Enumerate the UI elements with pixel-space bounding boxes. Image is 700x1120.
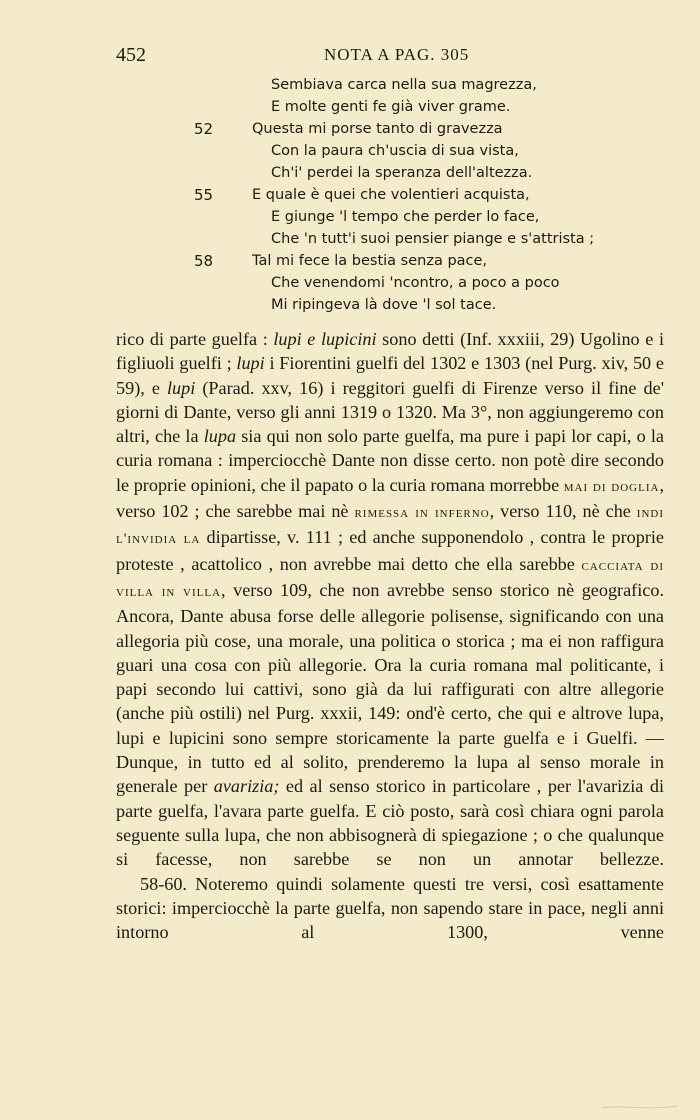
commentary-text [116,327,664,944]
smudge-mark [600,1102,680,1112]
verse-line: Sembiava carca nella sua magrezza, [271,77,537,93]
verse-number: 55 [194,186,214,204]
verse-line: Con la paura ch'uscia di sua vista, [271,143,519,159]
verse-line: Che 'n tutt'i suoi pensier piange e s'attrista ; [271,231,595,247]
verse-line: Tal mi fece la bestia senza pace, [252,253,488,269]
verse-line: E quale è quei che volentieri acquista, [252,187,530,203]
commentary-paragraph: 58-60. Noteremo quindi solamente questi tre versi, così esattamente storici: imperciocchè la parte guelfa, non sapendo stare in pace, negli anni intorno al 1300, venne [116,873,664,943]
verse-line: E molte genti fe già viver grame. [271,99,511,115]
verse-line: Che venendomi 'ncontro, a poco a poco [271,275,560,291]
verse-number: 58 [194,252,214,270]
verse-line: Questa mi porse tanto di gravezza [252,121,503,137]
page-header [116,44,664,72]
verse-line: Ch'i' perdei la speranza dell'altezza. [271,165,533,181]
page-number: 452 [116,44,146,66]
running-title: NOTA A PAG. 305 [324,45,470,64]
verse-line: Mi ripingeva là dove 'l sol tace. [271,297,497,313]
verse-line: E giunge 'l tempo che perder lo face, [271,209,540,225]
commentary-paragraph: rico di parte guelfa : lupi e lupicini sono detti (Inf. xxxiii, 29) Ugolino e i figliuoli guelfi ; lupi i Fiorentini guelfi del 1302 e 1303 (nel Purg. xiv, 50 e 59), e lupi (Parad. xxv, 16) i reggitori guelfi di Firenze verso il fine de' giorni di Dante, verso gli anni 1319 o 1320. Ma 3°, non aggiungeremo con altri, che la lupa sia qui non solo parte guelfa, ma pure i papi lor capi, o la curia romana : imperciocchè Dante non disse certo. non potè dire secondo le proprie opinioni, che il papato o la curia romana morrebbe mai di doglia, verso 102 ; che sarebbe mai nè rimessa in inferno, verso 110, nè che indi l'invidia la dipartisse, v. 111 ; ed anche supponendolo , contra le proprie proteste , acattolico , non avrebbe mai detto che ella sarebbe cacciata di villa in villa, verso 109, che non avrebbe senso storico nè geografico. Ancora, Dante abusa forse delle allegorie polisense, significando con una allegoria più cose, una morale, una politica o storica ; ma ei non raffigura guari una cosa con più allegorie. Ora la curia romana mal politicante, i papi secondo lui cattivi, sono già da lui raffigurati con altre allegorie (anche più ostili) nel Purg. xxxii, 149: ond'è certo, che qui e altrove lupa, lupi e lupicini sono sempre storicamente la parte guelfa e i Guelfi. — Dunque, in tutto ed al solito, prenderemo la lupa al senso morale in generale per avarizia; ed al senso storico in particolare , per l'avarizia di parte guelfa, l'avara parte guelfa. E ciò posto, sarà così chiara ogni parola seguente sulla lupa, che non abbisognerà di spiegazione ; o che qualunque si facesse, non sarebbe se non un annotar bellezze. [116,329,665,870]
verse-number: 52 [194,120,214,138]
